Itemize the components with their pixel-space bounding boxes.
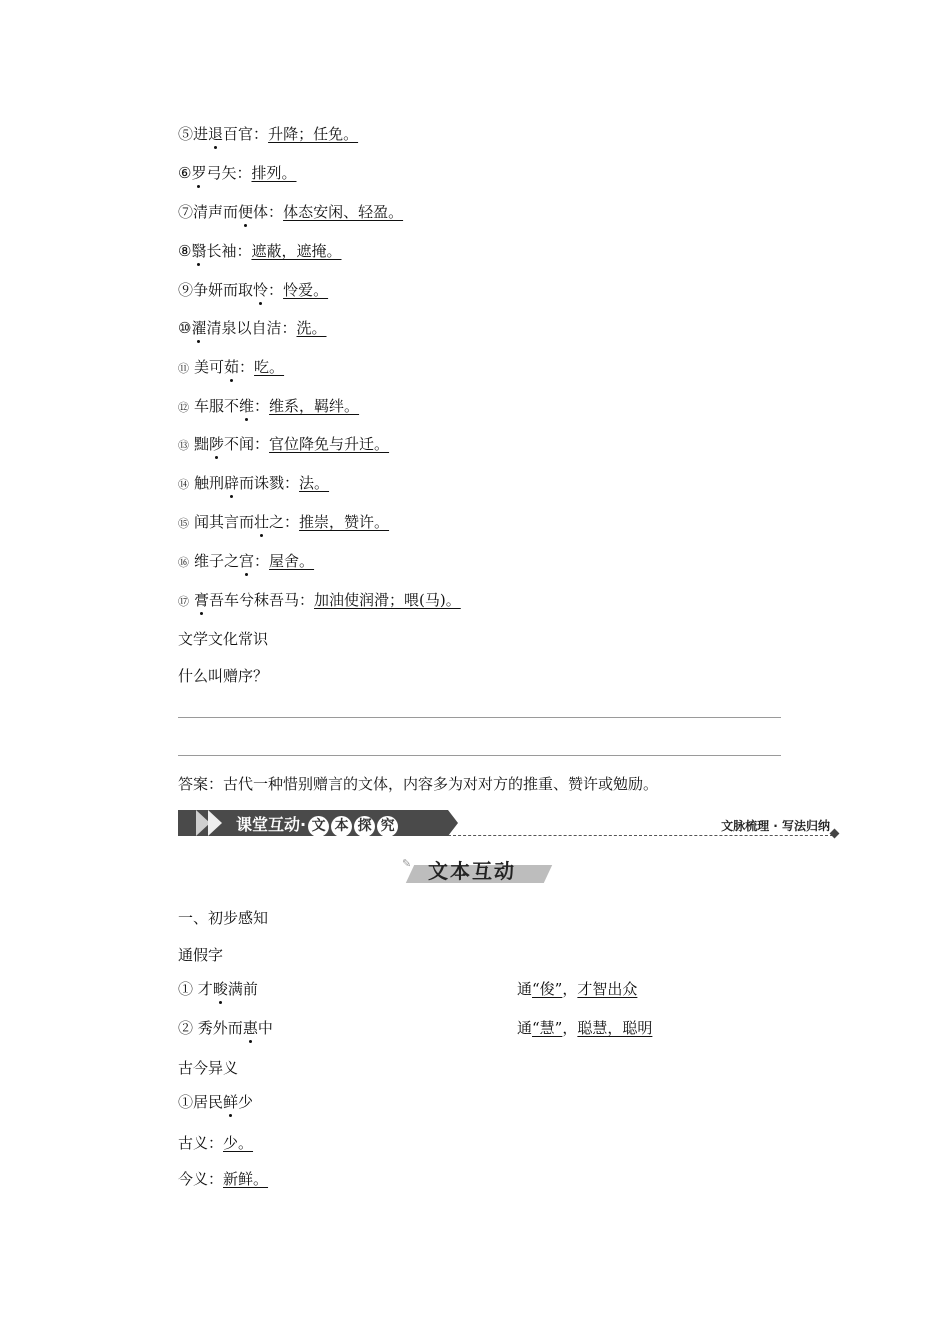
- gujin-heading: 古今异义: [178, 1059, 239, 1077]
- vocab-answer: 排列。: [251, 164, 297, 182]
- dotted-char: 鲜: [223, 1093, 239, 1111]
- dotted-char: 维: [239, 397, 255, 415]
- vocab-answer: 升降；任免。: [268, 125, 359, 143]
- dotted-char: 畯: [212, 980, 228, 998]
- dotted-char: 翳: [191, 242, 207, 260]
- vocab-answer: 体态安闲、轻盈。: [283, 203, 404, 221]
- sub-banner-deco-icon: ✎: [402, 857, 412, 870]
- vocab-item-10: ⑩濯清泉以自洁：洗。: [178, 318, 341, 338]
- dotted-char: 茹: [224, 358, 240, 376]
- vocab-item-15: ⑮ 闻其言而壮之：推崇，赞许。: [178, 512, 403, 534]
- dotted-char: 辟: [224, 474, 240, 492]
- vocab-item-5: ⑤进退百官：升降；任免。: [178, 124, 372, 144]
- vocab-item-9: ⑨争妍而取怜：怜爱。: [178, 280, 342, 300]
- banner-subtitle: 文脉梳理 · 写法归纳: [721, 819, 830, 833]
- banner-dashed-line: [448, 835, 833, 836]
- vocab-answer: 遮蔽，遮掩。: [251, 242, 342, 260]
- circle-char: 究: [377, 816, 398, 837]
- dotted-char: 惠: [242, 1019, 258, 1037]
- dotted-char: 怜: [253, 281, 269, 299]
- section-heading: 一、初步感知: [178, 909, 269, 927]
- gujin-item-1: ①居民鲜少: [178, 1093, 254, 1111]
- vocab-item-16: ⑯ 维子之宫：屋舍。: [178, 551, 328, 573]
- gu-meaning: 古义：少。: [178, 1134, 254, 1152]
- tongjia-heading: 通假字: [178, 946, 224, 964]
- vocab-item-14: ⑭ 触刑辟而诛戮：法。: [178, 473, 343, 495]
- tongjia-item-2: ② 秀外而惠中: [178, 1019, 273, 1037]
- vocab-item-7: ⑦清声而便体：体态安闲、轻盈。: [178, 202, 417, 222]
- dotted-char: 膏: [194, 591, 210, 609]
- tongjia-answer-2: 通“慧”，聪慧，聪明: [517, 1019, 653, 1037]
- dotted-char: 陟: [209, 435, 225, 453]
- vocab-item-17: ⑰ 膏吾车兮秣吾马：加油使润滑；喂(马)。: [178, 590, 475, 612]
- vocab-item-8: ⑧翳长袖：遮蔽，遮掩。: [178, 241, 356, 261]
- circle-char: 本: [331, 816, 352, 837]
- circle-char: 文: [308, 816, 329, 837]
- chevron-icon: [208, 810, 222, 836]
- vocab-item-11: ⑪ 美可茹：吃。: [178, 357, 298, 379]
- vocab-answer: 吃。: [254, 358, 285, 376]
- circle-char: 探: [354, 816, 375, 837]
- vocab-item-13: ⑬ 黜陟不闻：官位降免与升迁。: [178, 434, 403, 456]
- section-banner: [178, 808, 838, 838]
- vocab-answer: 法。: [299, 474, 330, 492]
- dotted-char: 濯: [191, 319, 207, 337]
- sub-banner: [402, 853, 552, 885]
- vocab-answer: 推崇，赞许。: [299, 513, 390, 531]
- answer-rule-1: [178, 717, 781, 718]
- dotted-char: 退: [208, 125, 224, 143]
- jin-meaning: 今义：新鲜。: [178, 1170, 269, 1188]
- dotted-char: 宫: [239, 552, 255, 570]
- vocab-answer: 屋舍。: [269, 552, 315, 570]
- banner-tail: [448, 810, 458, 836]
- vocab-item-6: ⑥罗弓矢：排列。: [178, 163, 311, 183]
- vocab-answer: 官位降免与升迁。: [269, 435, 390, 453]
- vocab-item-12: ⑫ 车服不维：维系，羁绊。: [178, 396, 373, 418]
- dotted-char: 便: [238, 203, 254, 221]
- vocab-answer: 加油使润滑；喂(马)。: [314, 591, 461, 609]
- diamond-icon: [830, 829, 840, 839]
- banner-title: 课堂互动· 文 本 探 究: [236, 812, 398, 837]
- culture-heading: 文学文化常识: [178, 630, 269, 648]
- answer-rule-2: [178, 755, 781, 756]
- culture-question: 什么叫赠序？: [178, 667, 269, 685]
- dotted-char: 罗: [191, 164, 207, 182]
- vocab-answer: 洗。: [296, 319, 327, 337]
- sub-banner-title: 文本互动: [428, 859, 516, 883]
- culture-answer: 答案：古代一种惜别赠言的文体，内容多为对对方的推重、赞许或勉励。: [178, 775, 659, 793]
- tongjia-answer-1: 通“俊”，才智出众: [517, 980, 638, 998]
- vocab-answer: 怜爱。: [283, 281, 329, 299]
- dotted-char: 壮: [254, 513, 270, 531]
- vocab-answer: 维系，羁绊。: [269, 397, 360, 415]
- tongjia-item-1: ① 才畯满前: [178, 980, 258, 998]
